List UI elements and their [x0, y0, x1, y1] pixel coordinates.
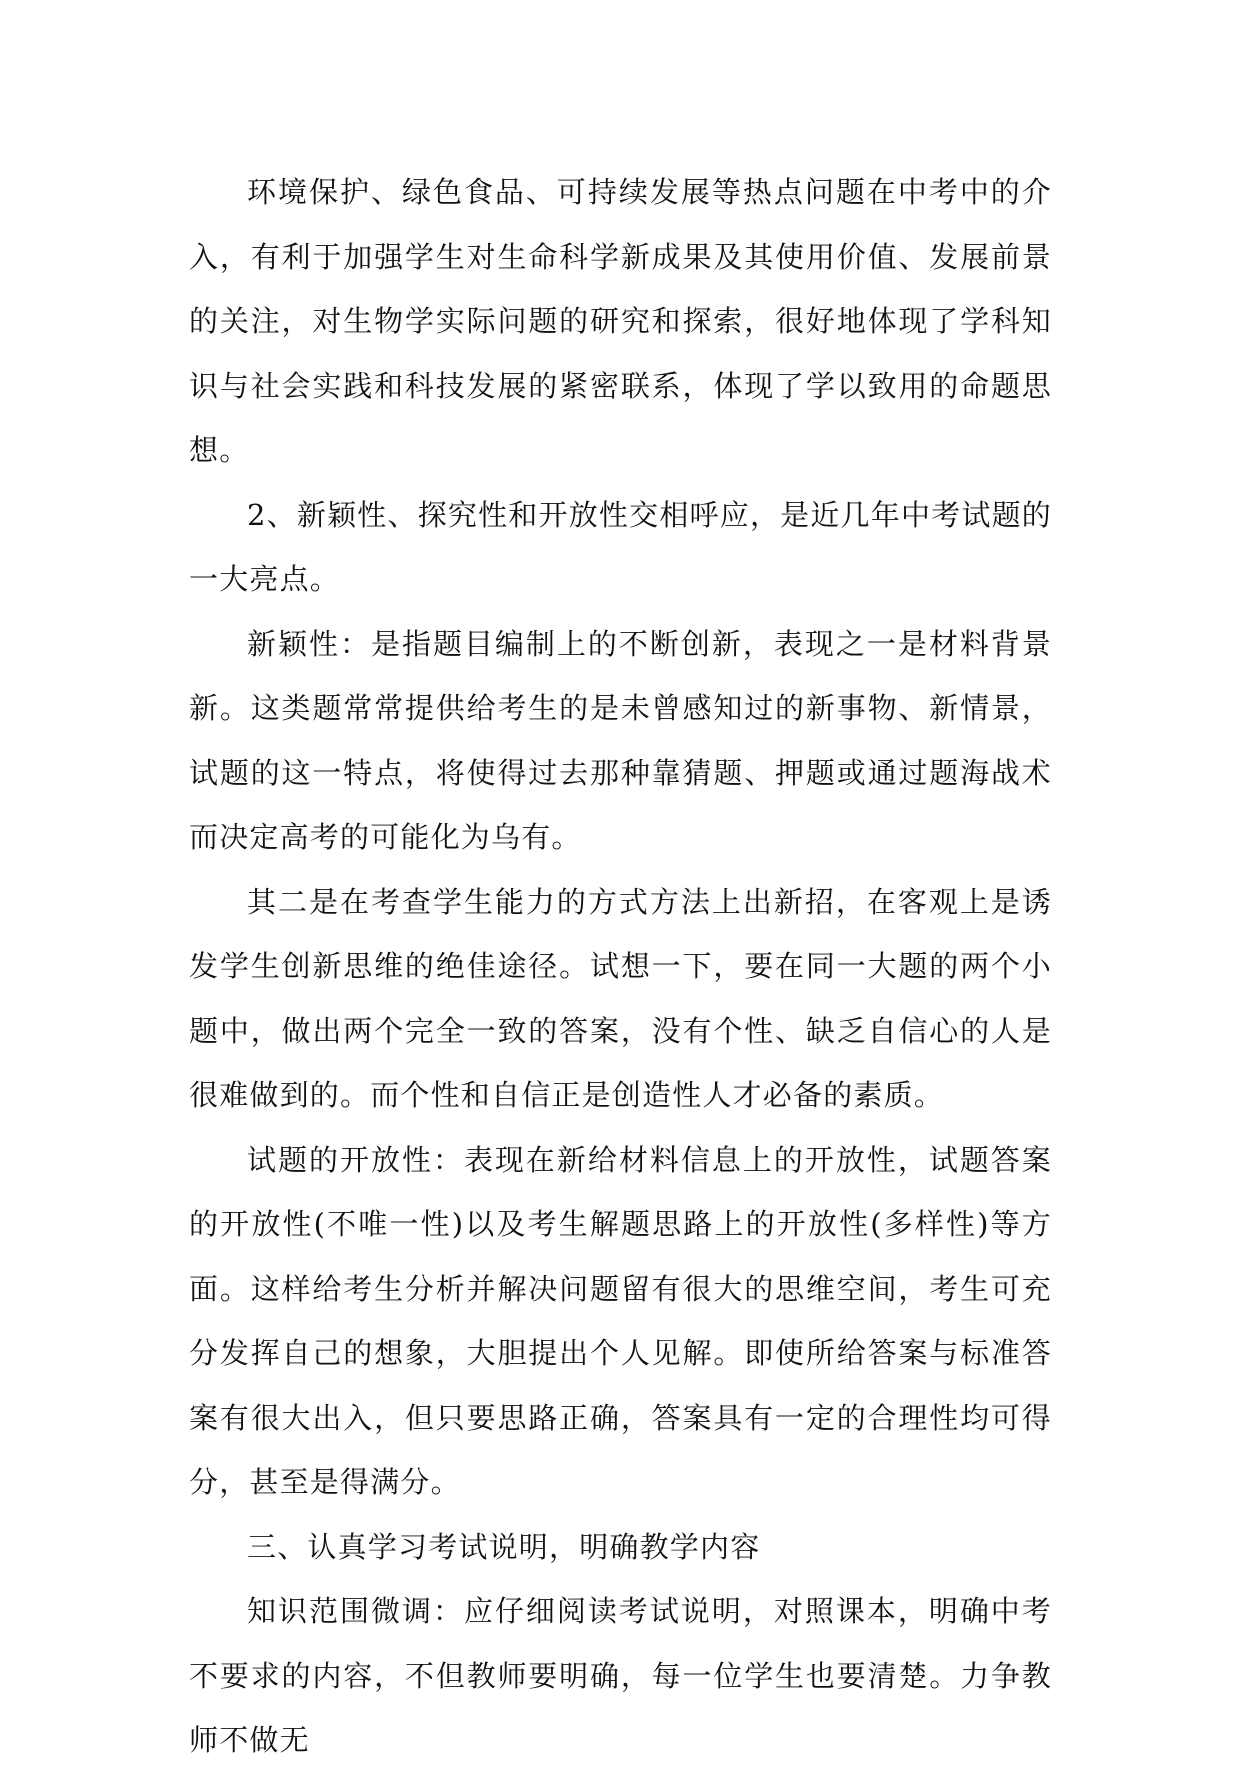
- section-heading-exam-guide: 三、认真学习考试说明，明确教学内容: [247, 1529, 761, 1564]
- paragraph-novelty: 新颖性：是指题目编制上的不断创新，表现之一是材料背景新。这类题常常提供给考生的是未曾感知过的新事物、新情景，试题的这一特点，将使得过去那种靠猜题、押题或通过题海战术而决定高考的可能化为乌有。: [189, 626, 1052, 854]
- paragraph-openness: 试题的开放性：表现在新给材料信息上的开放性，试题答案的开放性(不唯一性)以及考生解题思路上的开放性(多样性)等方面。这样给考生分析并解决问题留有很大的思维空间，考生可充分发挥自己的想象，大胆提出个人见解。即使所给答案与标准答案有很大出入，但只要思路正确，答案具有一定的合理性均可得分，甚至是得满分。: [189, 1142, 1052, 1499]
- document-page: [189, 160, 1052, 1773]
- paragraph-heading-novelty: 2、新颖性、探究性和开放性交相呼应，是近几年中考试题的一大亮点。: [189, 497, 1052, 596]
- paragraph-second-aspect: 其二是在考查学生能力的方式方法上出新招，在客观上是诱发学生创新思维的绝佳途径。试想一下，要在同一大题的两个小题中，做出两个完全一致的答案，没有个性、缺乏自信心的人是很难做到的。而个性和自信正是创造性人才必备的素质。: [189, 884, 1052, 1112]
- paragraph-knowledge-scope: 知识范围微调：应仔细阅读考试说明，对照课本，明确中考不要求的内容，不但教师要明确，每一位学生也要清楚。力争教师不做无: [189, 1594, 1052, 1757]
- paragraph-hot-topics: 环境保护、绿色食品、可持续发展等热点问题在中考中的介入，有利于加强学生对生命科学新成果及其使用价值、发展前景的关注，对生物学实际问题的研究和探索，很好地体现了学科知识与社会实践和科技发展的紧密联系，体现了学以致用的命题思想。: [189, 175, 1052, 467]
